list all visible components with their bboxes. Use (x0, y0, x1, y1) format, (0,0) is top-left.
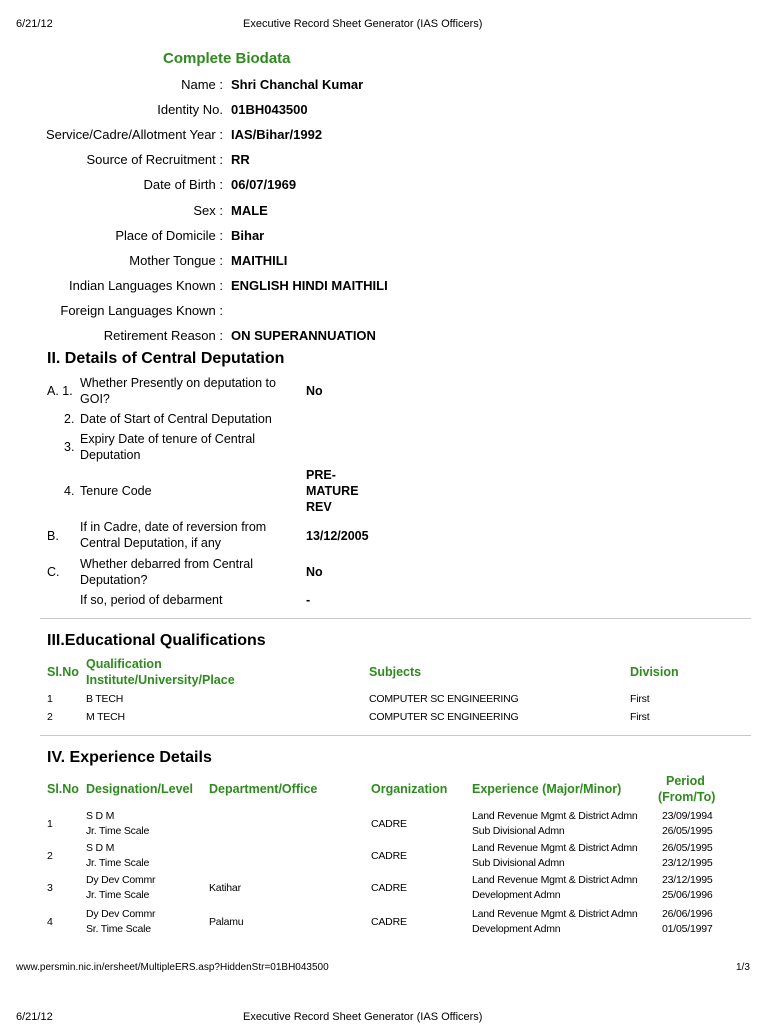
bio-label: Indian Languages Known : (69, 277, 223, 293)
dep-qc: Whether debarred from Central Deputation? (80, 557, 253, 587)
dep-q3-num: 3. (64, 440, 75, 454)
dep-c-label: C. (47, 565, 60, 579)
next-page-title: Executive Record Sheet Generator (IAS Officers) (243, 1011, 483, 1023)
exp-minor: Development Admn (472, 889, 561, 901)
biodata-heading: Complete Biodata (163, 50, 291, 67)
exp-slno: 4 (47, 916, 53, 928)
dep-qd: If so, period of debarment (80, 593, 223, 607)
exp-from: 26/06/1996 (662, 908, 713, 920)
dep-qb-value: 13/12/2005 (306, 529, 369, 543)
bio-value: MALE (231, 202, 268, 218)
exp-designation: S D M (86, 810, 115, 822)
edu-subjects: COMPUTER SC ENGINEERING (369, 711, 519, 723)
bio-label: Retirement Reason : (103, 328, 223, 343)
exp-minor: Development Admn (472, 923, 561, 935)
print-title: Executive Record Sheet Generator (IAS Officers) (243, 18, 483, 30)
next-page-date: 6/21/12 (16, 1011, 53, 1023)
exp-slno: 3 (47, 882, 53, 894)
bio-label: Source of Recruitment : (86, 152, 223, 168)
dep-q1-value: No (306, 384, 323, 398)
edu-division: First (630, 711, 650, 723)
exp-to: 01/05/1997 (662, 923, 713, 935)
bio-value: Bihar (231, 227, 265, 243)
dep-q4-num: 4. (64, 484, 75, 498)
footer-page: 1/3 (736, 962, 750, 973)
bio-value: Shri Chanchal Kumar (231, 77, 364, 92)
exp-col-period: Period (666, 774, 705, 788)
exp-department: Katihar (209, 882, 241, 894)
edu-qualification: B TECH (86, 693, 124, 705)
bio-value: 06/07/1969 (231, 177, 297, 193)
exp-col-experience: Experience (Major/Minor) (472, 782, 622, 796)
edu-col-institute: Institute/University/Place (86, 673, 235, 687)
bio-value: ON SUPERANNUATION (231, 328, 376, 343)
exp-level: Jr. Time Scale (86, 889, 150, 901)
dep-q4: Tenure Code (80, 484, 152, 498)
footer-url[interactable]: www.persmin.nic.in/ersheet/MultipleERS.asp?HiddenStr=01BH043500 (16, 962, 329, 973)
experience-heading: IV. Experience Details (47, 749, 212, 766)
bio-value: MAITHILI (231, 252, 288, 268)
deputation-heading: II. Details of Central Deputation (47, 350, 285, 367)
exp-col-department: Department/Office (209, 782, 318, 796)
divider (40, 618, 751, 619)
dep-q2: Date of Start of Central Deputation (80, 412, 272, 426)
exp-minor: Sub Divisional Admn (472, 857, 565, 869)
dep-q3: Expiry Date of tenure of Central Deputation (80, 432, 256, 462)
exp-designation: S D M (86, 842, 115, 854)
exp-from: 23/12/1995 (662, 874, 713, 886)
bio-label: Sex : (193, 202, 223, 218)
bio-label: Name : (181, 77, 223, 92)
bio-value: ENGLISH HINDI MAITHILI (231, 277, 388, 293)
exp-major: Land Revenue Mgmt & District Admn (472, 908, 638, 920)
exp-to: 23/12/1995 (662, 857, 713, 869)
dep-qc-value: No (306, 565, 323, 579)
dep-a-label: A. 1. (47, 384, 73, 398)
bio-value: RR (231, 152, 250, 168)
exp-designation: Dy Dev Commr (86, 874, 156, 886)
exp-level: Jr. Time Scale (86, 857, 150, 869)
bio-label: Foreign Languages Known : (60, 302, 223, 318)
exp-to: 25/06/1996 (662, 889, 713, 901)
bio-label: Service/Cadre/Allotment Year : (45, 127, 223, 143)
exp-from: 26/05/1995 (662, 842, 713, 854)
dep-qb: If in Cadre, date of reversion from Central Deputation, if any (80, 520, 267, 550)
bio-label: Mother Tongue : (129, 252, 223, 268)
edu-qualification: M TECH (86, 711, 125, 723)
bio-value: IAS/Bihar/1992 (231, 127, 323, 143)
bio-label: Date of Birth : (143, 177, 223, 193)
edu-col-division: Division (630, 665, 679, 679)
exp-major: Land Revenue Mgmt & District Admn (472, 842, 638, 854)
edu-slno: 1 (47, 693, 53, 705)
exp-level: Jr. Time Scale (86, 825, 150, 837)
edu-col-subjects: Subjects (369, 665, 422, 679)
exp-major: Land Revenue Mgmt & District Admn (472, 874, 638, 886)
exp-to: 26/05/1995 (662, 825, 713, 837)
print-date: 6/21/12 (16, 18, 53, 30)
dep-qd-value: - (306, 593, 311, 607)
dep-q2-num: 2. (64, 412, 75, 426)
divider (40, 735, 751, 736)
exp-organization: CADRE (371, 916, 407, 928)
edu-col-slno: Sl.No (47, 665, 79, 679)
exp-minor: Sub Divisional Admn (472, 825, 565, 837)
dep-q1: Whether Presently on deputation to GOI? (80, 376, 276, 406)
exp-organization: CADRE (371, 818, 407, 830)
bio-label: Place of Domicile : (115, 227, 223, 243)
education-heading: III.Educational Qualifications (47, 632, 266, 649)
edu-division: First (630, 693, 650, 705)
dep-b-label: B. (47, 529, 59, 543)
exp-col-organization: Organization (371, 782, 448, 796)
exp-slno: 2 (47, 850, 53, 862)
exp-from: 23/09/1994 (662, 810, 713, 822)
exp-level: Sr. Time Scale (86, 923, 151, 935)
exp-col-slno: Sl.No (47, 782, 79, 796)
bio-value: 01BH043500 (231, 102, 308, 118)
exp-col-designation: Designation/Level (86, 782, 193, 796)
exp-department: Palamu (209, 916, 244, 928)
exp-organization: CADRE (371, 850, 407, 862)
edu-col-qualification: Qualification (86, 657, 162, 671)
edu-subjects: COMPUTER SC ENGINEERING (369, 693, 519, 705)
edu-slno: 2 (47, 711, 53, 723)
bio-label: Identity No. (157, 102, 223, 118)
exp-slno: 1 (47, 818, 53, 830)
exp-major: Land Revenue Mgmt & District Admn (472, 810, 638, 822)
exp-organization: CADRE (371, 882, 407, 894)
exp-col-period-range: (From/To) (658, 790, 716, 804)
dep-q4-value: PRE-MATURE REV (306, 468, 359, 514)
exp-designation: Dy Dev Commr (86, 908, 156, 920)
